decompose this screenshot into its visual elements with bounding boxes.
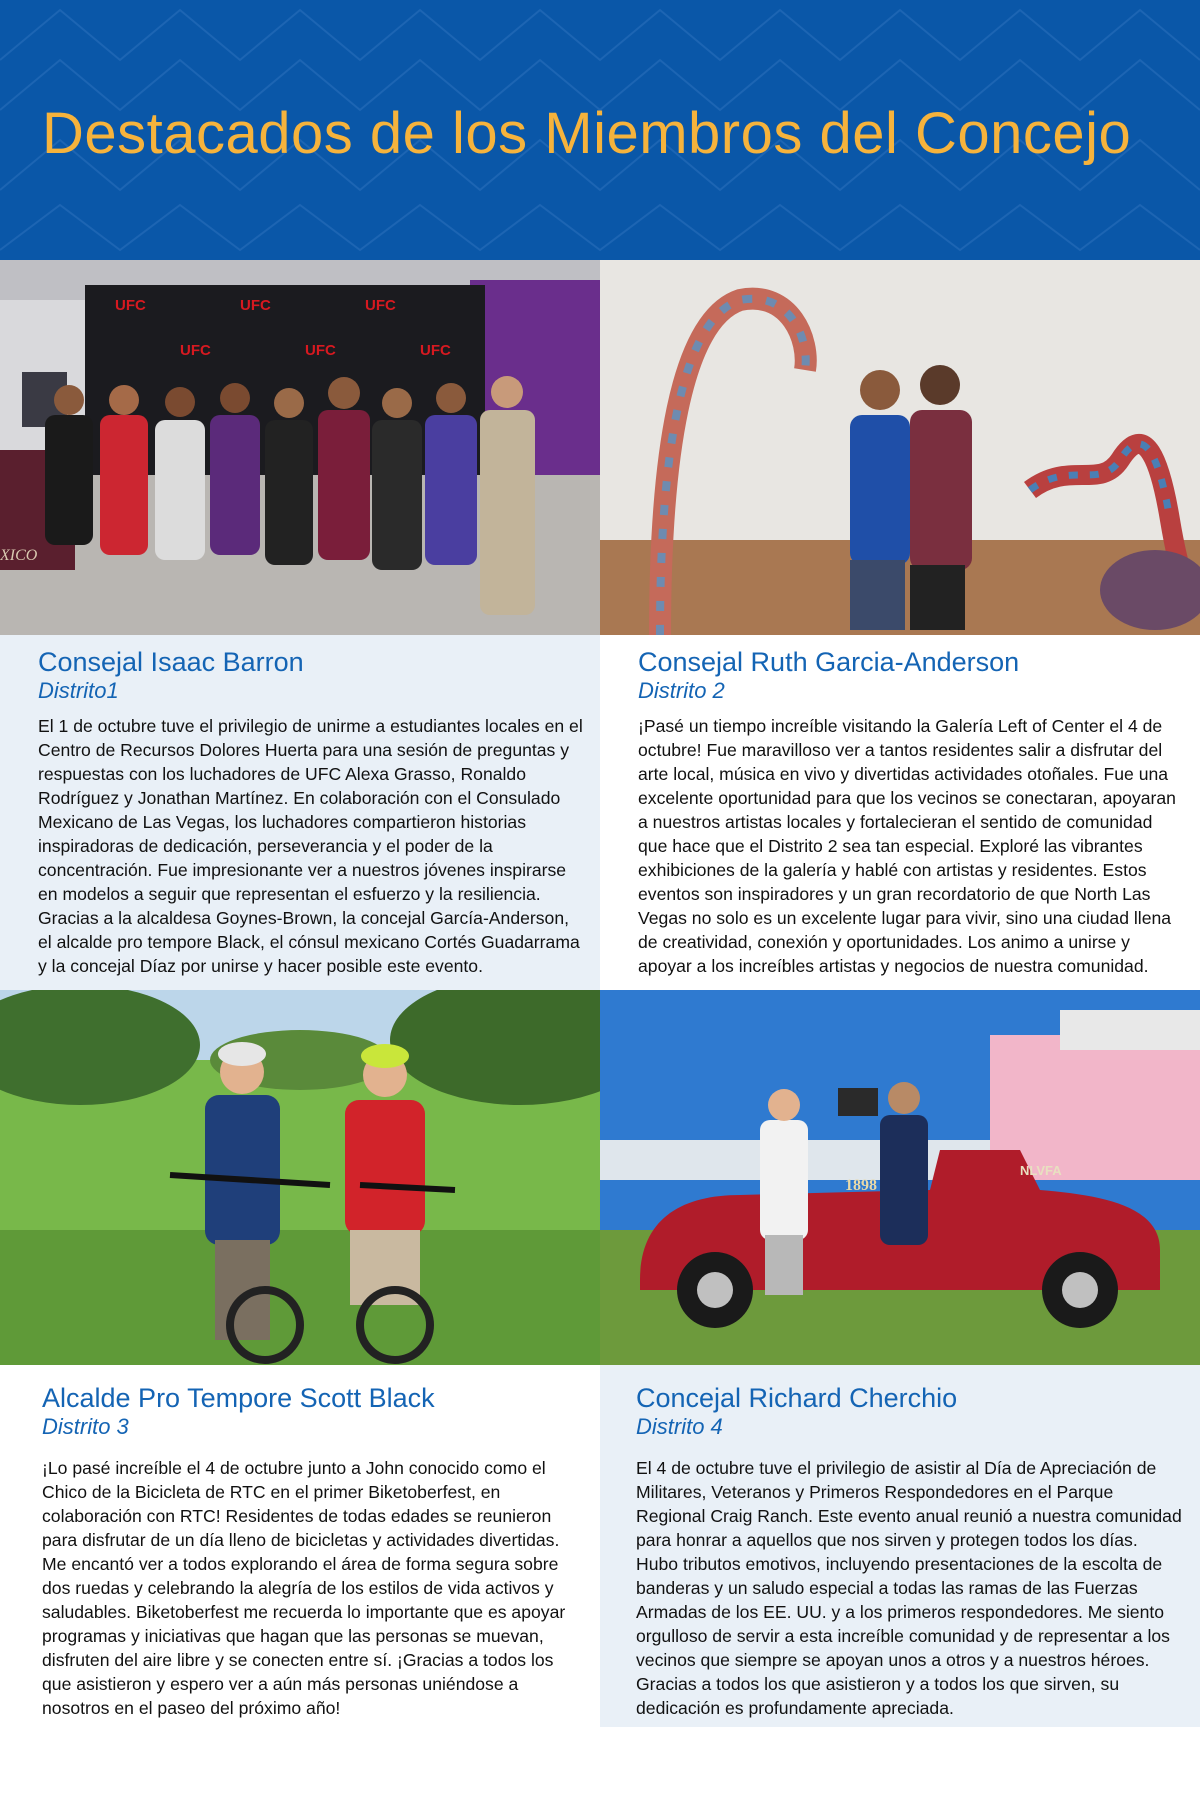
photo-black-cyclists (0, 990, 600, 1365)
photo-cherchio-fire-truck (600, 990, 1200, 1365)
table-banner-text: XICO (0, 547, 38, 564)
member-card-3 (0, 1365, 600, 1735)
member-card-4 (600, 1365, 1200, 1727)
backdrop-logo: UFC (240, 297, 271, 314)
backdrop-logo: UFC (305, 342, 336, 359)
member-text: ¡Pasé un tiempo increíble visitando la Galería Left of Center el 4 de octubre! Fue maravilloso ver a tantos residentes salir a disfrutar del arte local, música en vivo y divertidas actividades otoñales. Fue una excelente oportunidad para que los vecinos se conectaran, apoyaran a nuestros artistas locales y fortalecieran el sentido de comunidad que hace que el Distrito 2 sea tan especial. Exploré las vibrantes exhibiciones de la galería y hablé con artistas y residentes. Estos eventos son inspiradores y un gran recordatorio de que North Las Vegas no solo es un excelente lugar para vivir, sino una ciudad llena de creatividad, conexión y oportunidades. Los animo a unirse y apoyar a los increíbles artistas y negocios de nuestra comunidad. (638, 716, 1176, 976)
member-district: Distrito 4 (636, 1414, 723, 1439)
member-name: Consejal Ruth Garcia-Anderson (638, 647, 1020, 677)
member-district: Distrito 3 (42, 1414, 129, 1439)
member-text: El 4 de octubre tuve el privilegio de asistir al Día de Apreciación de Militares, Veteranos y Primeros Respondedores en el Parque Regional Craig Ranch. Este evento anual reunió a nuestra comunidad para honrar a aquellos que nos sirven y protegen todos los días. Hubo tributos emotivos, incluyendo presentaciones de la escolta de banderas y un saludo especial a todas las ramas de las Fuerzas Armadas de los EE. UU. y a los primeros respondedores. Me siento orgulloso de servir a esta increíble comunidad y de representar a los vecinos que siempre se apoyan unos a otros y a nuestros héroes. Gracias a todos los que asistieron y a todos los que sirven, su dedicación es profundamente apreciada. (636, 1458, 1182, 1718)
backdrop-logo: UFC (365, 297, 396, 314)
photo-garcia-anderson-gallery (600, 260, 1200, 635)
member-name: Consejal Isaac Barron (38, 647, 304, 677)
member-text: ¡Lo pasé increíble el 4 de octubre junto a John conocido como el Chico de la Bicicleta de RTC en el primer Biketoberfest, en colaboración con RTC! Residentes de todas edades se reunieron para disfrutar de un día lleno de bicicletas y actividades divertidas. Me encantó ver a todos explorando el área de forma segura sobre dos ruedas y celebrando la alegría de los estilos de vida activos y saludables. Biketoberfest me recuerda lo importante que es apoyar programas y iniciativas que hagan que las personas se muevan, disfruten del aire libre y se conecten entre sí. ¡Gracias a todos los que asistieron y espero ver a aún más personas uniéndose a nosotros en el paseo del próximo año! (42, 1458, 566, 1718)
truck-text: NLVFA (1020, 1163, 1062, 1178)
member-card-1 (0, 635, 600, 990)
page-title: Destacados de los Miembros del Concejo (42, 101, 1132, 166)
page-header (0, 0, 1200, 260)
backdrop-logo: UFC (180, 342, 211, 359)
member-text: El 1 de octubre tuve el privilegio de unirme a estudiantes locales en el Centro de Recursos Dolores Huerta para una sesión de preguntas y respuestas con los luchadores de UFC Alexa Grasso, Ronaldo Rodríguez y Jonathan Martínez. En colaboración con el Consulado Mexicano de Las Vegas, los luchadores compartieron historias inspiradoras de dedicación, perseverancia y el poder de la concentración. Fue impresionante ver a nuestros jóvenes inspirarse en modelos a seguir que representan el esfuerzo y la resiliencia. Gracias a la alcaldesa Goynes-Brown, la concejal García-Anderson, el alcalde pro tempore Black, el cónsul mexicano Cortés Guadarrama y la concejal Díaz por unirse y hacer posible este evento. (38, 716, 583, 976)
backdrop-logo: UFC (115, 297, 146, 314)
truck-number: 1898 (845, 1177, 877, 1194)
member-name: Alcalde Pro Tempore Scott Black (42, 1383, 435, 1413)
member-card-2 (600, 635, 1200, 990)
photo-barron-ufc-group (0, 260, 600, 635)
member-district: Distrito1 (38, 678, 119, 703)
backdrop-logo: UFC (420, 342, 451, 359)
member-district: Distrito 2 (638, 678, 725, 703)
member-name: Concejal Richard Cherchio (636, 1383, 958, 1413)
